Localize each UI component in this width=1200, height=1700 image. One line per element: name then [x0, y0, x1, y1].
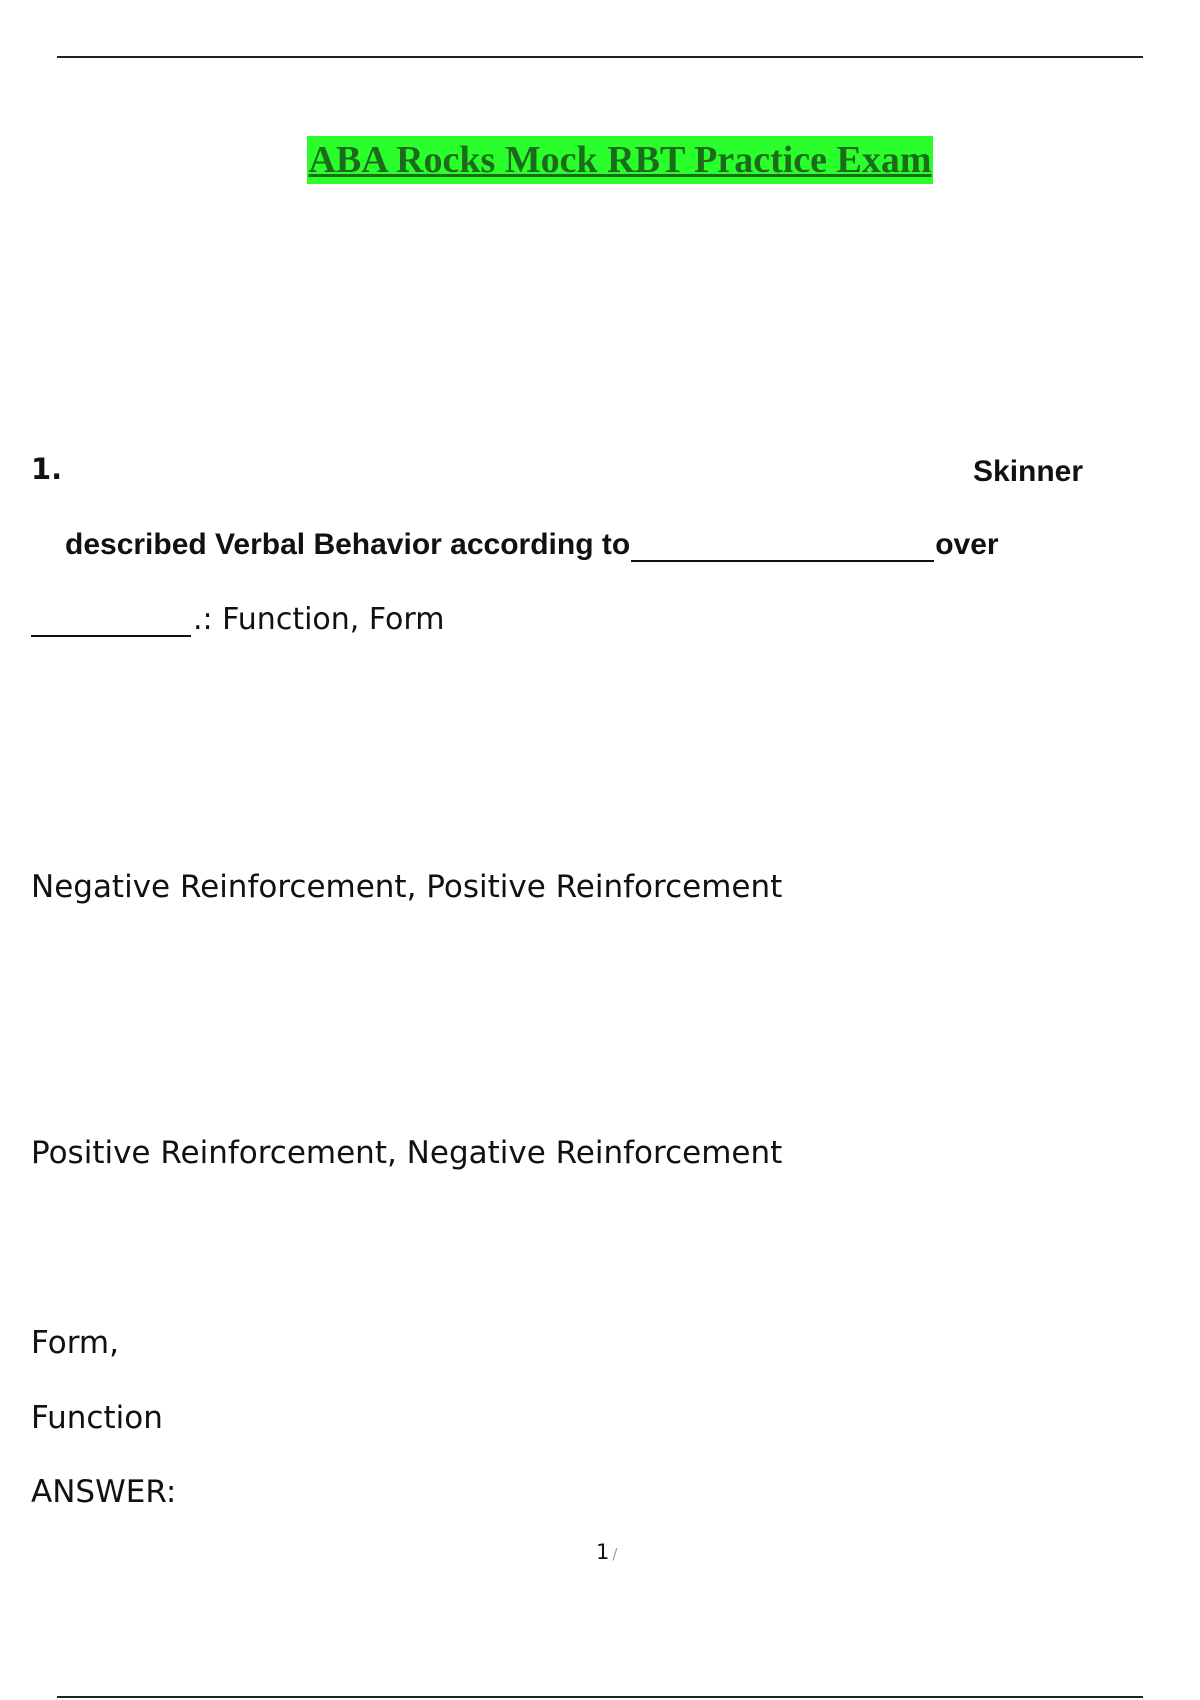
title-wrapper — [0, 136, 1200, 184]
question-answer-text: .: Function, Form — [193, 602, 445, 637]
question-stem-line — [65, 528, 999, 562]
question-stem-over: over — [935, 528, 999, 561]
fill-in-blank — [631, 530, 934, 562]
answer-option: Negative Reinforcement, Positive Reinforcement — [31, 869, 783, 905]
top-rule — [57, 56, 1143, 58]
answer-option: Function — [31, 1400, 163, 1436]
page-number — [596, 1540, 617, 1564]
question-stem-start: Skinner — [973, 455, 1084, 488]
answer-option: Form, — [31, 1325, 119, 1361]
question-number: 1. — [31, 452, 63, 486]
fill-in-blank — [31, 605, 191, 637]
page-number-value: 1 — [596, 1540, 610, 1564]
question-stem-middle: described Verbal Behavior according to — [65, 528, 631, 561]
answer-option: Positive Reinforcement, Negative Reinforcement — [31, 1135, 783, 1171]
page-title: ABA Rocks Mock RBT Practice Exam — [307, 136, 932, 184]
answer-label: ANSWER: — [31, 1474, 177, 1510]
page-separator: / — [612, 1545, 618, 1563]
bottom-rule — [57, 1696, 1143, 1698]
question-answer-line — [31, 602, 444, 637]
